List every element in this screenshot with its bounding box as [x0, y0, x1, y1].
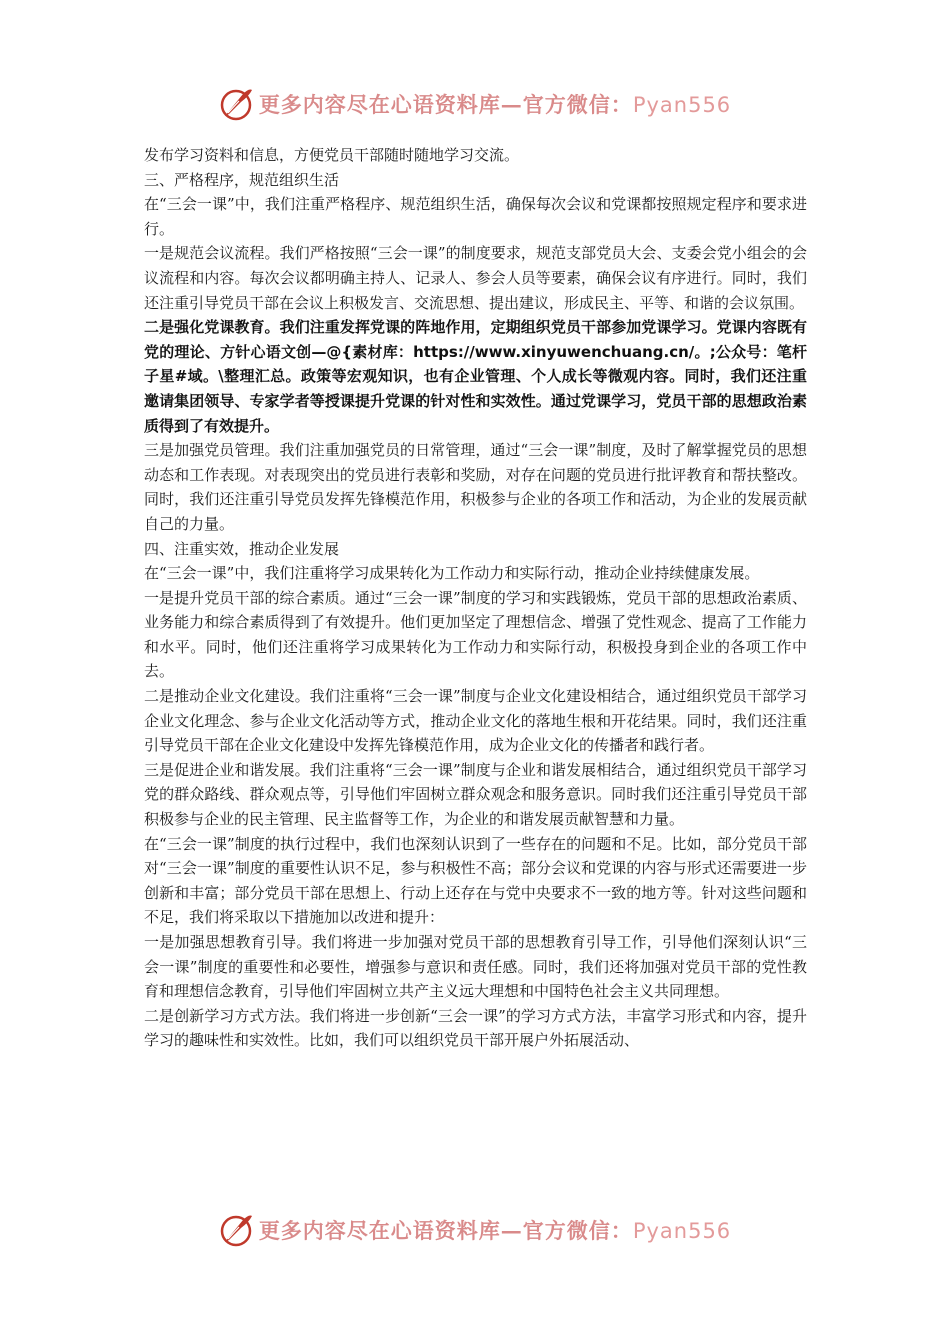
- quill-logo-icon: [219, 1212, 255, 1248]
- document-body: [144, 143, 807, 1053]
- header-banner: [0, 80, 950, 128]
- header-wechat-id: Pyan556: [632, 93, 732, 117]
- paragraph: 发布学习资料和信息，方便党员干部随时随地学习交流。: [144, 146, 520, 164]
- paragraph: 一是加强思想教育引导。我们将进一步加强对党员干部的思想教育引导工作，引导他们深刻认识“三会一课”制度的重要性和必要性，增强参与意识和责任感。同时，我们还将加强对党员干部的党性教育和理想信念教育，引导他们牢固树立共产主义远大理想和中国特色社会主义共同理想。: [144, 933, 807, 1001]
- paragraph: 一是提升党员干部的综合素质。通过“三会一课”制度的学习和实践锻炼，党员干部的思想政治素质、业务能力和综合素质得到了有效提升。他们更加坚定了理想信念、增强了党性观念、提高了工作能力和水平。同时，他们还注重将学习成果转化为工作动力和实际行动，积极投身到企业的各项工作中去。: [144, 588, 807, 681]
- header-brand: 更多内容尽在心语资料库—官方微信：Pyan556: [258, 92, 732, 117]
- paragraph: 在“三会一课”中，我们注重严格程序、规范组织生活，确保每次会议和党课都按照规定程序和要求进行。: [144, 195, 807, 238]
- paragraph: 二是推动企业文化建设。我们注重将“三会一课”制度与企业文化建设相结合，通过组织党员干部学习企业文化理念、参与企业文化活动等方式，推动企业文化的落地生根和开花结果。同时，我们还注重引导党员干部在企业文化建设中发挥先锋模范作用，成为企业文化的传播者和践行者。: [144, 687, 807, 755]
- quill-logo-icon: [219, 86, 255, 122]
- footer-wechat-id: Pyan556: [632, 1219, 732, 1243]
- section-heading: 三、严格程序，规范组织生活: [144, 170, 340, 189]
- footer-brand: 更多内容尽在心语资料库—官方微信：Pyan556: [258, 1218, 732, 1243]
- footer-banner: [0, 1206, 950, 1254]
- section-heading: 四、注重实效，推动企业发展: [144, 539, 340, 558]
- paragraph: 三是加强党员管理。我们注重加强党员的日常管理，通过“三会一课”制度，及时了解掌握党员的思想动态和工作表现。对表现突出的党员进行表彰和奖励，对存在问题的党员进行批评教育和帮扶整改。同时，我们还注重引导党员发挥先锋模范作用，积极参与企业的各项工作和活动，为企业的发展贡献自己的力量。: [144, 441, 807, 533]
- paragraph-bold: 二是强化党课教育。我们注重发挥党课的阵地作用，定期组织党员干部参加党课学习。党课内容既有党的理论、方针心语文创—@{素材库：https://www.xinyuwenchuang.cn/。;公众号：笔杆子星#域。\整理汇总。政策等宏观知识，也有企业管理、个人成长等微观内容。同时，我们还注重邀请集团领导、专家学者等授课提升党课的针对性和实效性。通过党课学习，党员干部的思想政治素质得到了有效提升。: [144, 318, 807, 435]
- paragraph: 二是创新学习方式方法。我们将进一步创新“三会一课”的学习方式方法，丰富学习形式和内容，提升学习的趣味性和实效性。比如，我们可以组织党员干部开展户外拓展活动、: [144, 1006, 807, 1050]
- paragraph: 一是规范会议流程。我们严格按照“三会一课”的制度要求，规范支部党员大会、支委会党小组会的会议流程和内容。每次会议都明确主持人、记录人、参会人员等要素，确保会议有序进行。同时，我们还注重引导党员干部在会议上积极发言、交流思想、提出建议，形成民主、平等、和谐的会议氛围。: [144, 244, 807, 312]
- paragraph: 在“三会一课”制度的执行过程中，我们也深刻认识到了一些存在的问题和不足。比如，部分党员干部对“三会一课”制度的重要性认识不足，参与积极性不高；部分会议和党课的内容与形式还需要进一步创新和丰富；部分党员干部在思想上、行动上还存在与党中央要求不一致的地方等。针对这些问题和不足，我们将采取以下措施加以改进和提升：: [144, 834, 807, 927]
- paragraph: 三是促进企业和谐发展。我们注重将“三会一课”制度与企业和谐发展相结合，通过组织党员干部学习党的群众路线、群众观点等，引导他们牢固树立群众观念和服务意识。同时我们还注重引导党员干部积极参与企业的民主管理、民主监督等工作，为企业的和谐发展贡献智慧和力量。: [144, 760, 807, 829]
- paragraph: 在“三会一课”中，我们注重将学习成果转化为工作动力和实际行动，推动企业持续健康发展。: [144, 564, 760, 583]
